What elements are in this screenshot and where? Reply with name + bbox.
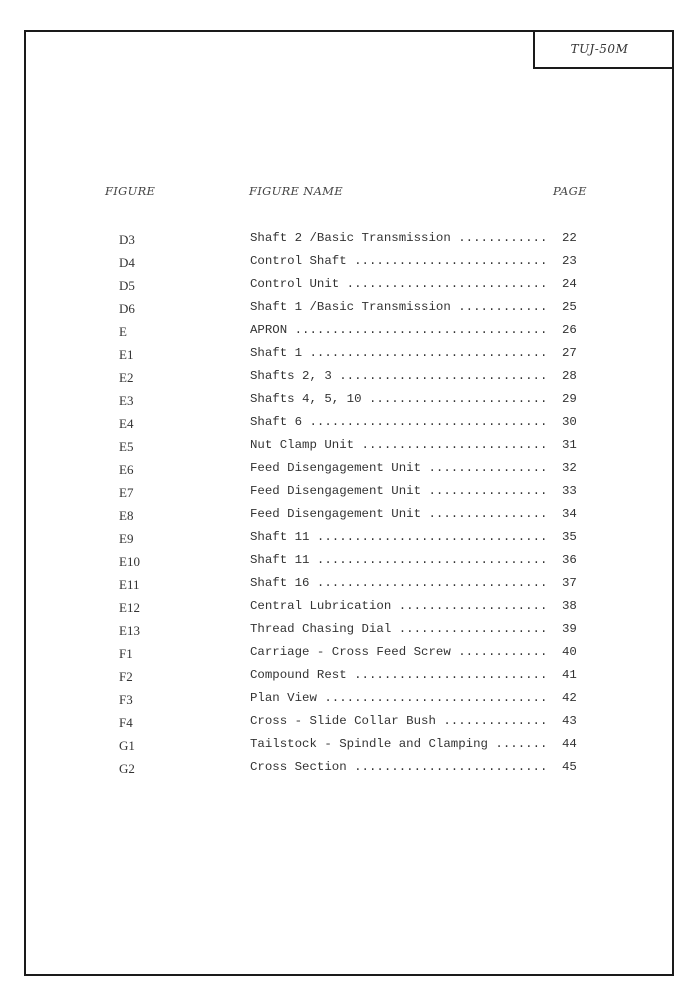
page-number: 36	[562, 553, 577, 567]
figure-name-with-leader	[250, 369, 557, 383]
list-item	[0, 712, 699, 735]
column-header-page: PAGE	[553, 184, 587, 198]
figure-code: E	[119, 324, 127, 339]
figure-name: Shaft 11	[250, 553, 310, 567]
page-number: 29	[562, 392, 577, 406]
page-number: 31	[562, 438, 577, 452]
figure-code: F1	[119, 646, 133, 661]
figure-code: D3	[119, 232, 135, 247]
figure-name-with-leader	[250, 346, 557, 360]
dot-leader: ...............................	[309, 530, 548, 544]
page-number: 25	[562, 300, 577, 314]
figure-name: Shafts 4, 5, 10	[250, 392, 362, 406]
dot-leader: ..................................	[287, 323, 548, 337]
page-number: 27	[562, 346, 577, 360]
figure-code: E10	[119, 554, 140, 569]
page-number: 32	[562, 461, 577, 475]
figure-name: Feed Disengagement Unit	[250, 461, 422, 475]
figure-code: E4	[119, 416, 134, 431]
figure-code: E5	[119, 439, 134, 454]
figure-name: Central Lubrication	[250, 599, 392, 613]
page-number: 30	[562, 415, 577, 429]
list-item	[0, 735, 699, 758]
figure-name-with-leader	[250, 231, 557, 245]
figure-name: Plan View	[250, 691, 317, 705]
page-number: 38	[562, 599, 577, 613]
document-code: TUJ-50M	[570, 41, 629, 56]
list-item	[0, 528, 699, 551]
list-item	[0, 459, 699, 482]
figure-code: D6	[119, 301, 135, 316]
list-item	[0, 275, 699, 298]
page-number: 28	[562, 369, 577, 383]
list-item	[0, 666, 699, 689]
dot-leader: ................	[421, 461, 548, 475]
figure-name-with-leader	[250, 691, 557, 705]
figure-code: E8	[119, 508, 134, 523]
page-number: 42	[562, 691, 577, 705]
list-item	[0, 597, 699, 620]
dot-leader: ..............................	[316, 691, 548, 705]
dot-leader: ...........................	[339, 277, 548, 291]
figure-name: Tailstock - Spindle and Clamping	[250, 737, 488, 751]
figure-name: Feed Disengagement Unit	[250, 484, 422, 498]
dot-leader: ................................	[302, 415, 548, 429]
figure-code: E7	[119, 485, 134, 500]
figure-name-with-leader	[250, 323, 557, 337]
column-header-figure-name: FIGURE NAME	[249, 184, 343, 198]
list-item	[0, 436, 699, 459]
dot-leader: ............	[450, 231, 548, 245]
figure-code: F4	[119, 715, 133, 730]
dot-leader: ...............................	[309, 576, 548, 590]
figure-name: Compound Rest	[250, 668, 347, 682]
page-number: 45	[562, 760, 577, 774]
list-item	[0, 505, 699, 528]
dot-leader: ............	[450, 645, 548, 659]
figure-code: F2	[119, 669, 133, 684]
figure-name-with-leader	[250, 392, 557, 406]
figure-name-with-leader	[250, 484, 557, 498]
list-item	[0, 229, 699, 252]
figure-name: Feed Disengagement Unit	[250, 507, 422, 521]
page-number: 24	[562, 277, 577, 291]
figure-name: Shaft 6	[250, 415, 303, 429]
page-number: 43	[562, 714, 577, 728]
figure-name-with-leader	[250, 576, 557, 590]
figure-name-with-leader	[250, 415, 557, 429]
dot-leader: ................	[421, 484, 548, 498]
dot-leader: ..........................	[346, 668, 548, 682]
figure-list	[0, 229, 699, 781]
list-item	[0, 551, 699, 574]
dot-leader: ...............................	[309, 553, 548, 567]
figure-name-with-leader	[250, 553, 557, 567]
figure-name: Cross - Slide Collar Bush	[250, 714, 436, 728]
figure-name: Shaft 16	[250, 576, 310, 590]
dot-leader: ................................	[302, 346, 548, 360]
figure-name: Shafts 2, 3	[250, 369, 332, 383]
figure-code: E13	[119, 623, 140, 638]
dot-leader: ........................	[361, 392, 548, 406]
dot-leader: ................	[421, 507, 548, 521]
page-number: 41	[562, 668, 577, 682]
list-item	[0, 367, 699, 390]
figure-name-with-leader	[250, 668, 557, 682]
page-number: 34	[562, 507, 577, 521]
figure-code: E2	[119, 370, 134, 385]
figure-code: E11	[119, 577, 140, 592]
dot-leader: ..............	[435, 714, 548, 728]
figure-name-with-leader	[250, 507, 557, 521]
figure-name-with-leader	[250, 645, 557, 659]
figure-name-with-leader	[250, 438, 557, 452]
figure-name: Shaft 11	[250, 530, 310, 544]
figure-name-with-leader	[250, 599, 557, 613]
figure-name: Control Unit	[250, 277, 340, 291]
page-number: 33	[562, 484, 577, 498]
figure-name: Shaft 1	[250, 346, 303, 360]
page-number: 44	[562, 737, 577, 751]
figure-name-with-leader	[250, 254, 557, 268]
figure-name-with-leader	[250, 737, 557, 751]
figure-code: E3	[119, 393, 134, 408]
document-code-box	[533, 30, 672, 69]
dot-leader: ............................	[331, 369, 548, 383]
figure-name-with-leader	[250, 530, 557, 544]
list-item	[0, 689, 699, 712]
list-item	[0, 620, 699, 643]
list-item	[0, 482, 699, 505]
figure-code: E9	[119, 531, 134, 546]
figure-name-with-leader	[250, 622, 557, 636]
page-number: 26	[562, 323, 577, 337]
list-item	[0, 758, 699, 781]
page-number: 22	[562, 231, 577, 245]
figure-name-with-leader	[250, 277, 557, 291]
figure-name-with-leader	[250, 760, 557, 774]
list-item	[0, 574, 699, 597]
list-item	[0, 390, 699, 413]
page-number: 40	[562, 645, 577, 659]
list-item	[0, 344, 699, 367]
figure-name: Cross Section	[250, 760, 347, 774]
figure-name: Control Shaft	[250, 254, 347, 268]
dot-leader: ....................	[391, 622, 548, 636]
figure-code: G1	[119, 738, 135, 753]
page-number: 23	[562, 254, 577, 268]
dot-leader: .......	[487, 737, 548, 751]
figure-code: E1	[119, 347, 134, 362]
page-number: 39	[562, 622, 577, 636]
figure-code: D4	[119, 255, 135, 270]
figure-code: D5	[119, 278, 135, 293]
figure-name: Nut Clamp Unit	[250, 438, 355, 452]
dot-leader: .........................	[354, 438, 548, 452]
figure-name: APRON	[250, 323, 288, 337]
list-item	[0, 321, 699, 344]
figure-code: F3	[119, 692, 133, 707]
list-item	[0, 298, 699, 321]
list-item	[0, 252, 699, 275]
page-number: 35	[562, 530, 577, 544]
figure-name: Carriage - Cross Feed Screw	[250, 645, 451, 659]
column-header-figure: FIGURE	[105, 184, 156, 198]
figure-code: G2	[119, 761, 135, 776]
figure-name: Shaft 1 /Basic Transmission	[250, 300, 451, 314]
figure-code: E6	[119, 462, 134, 477]
dot-leader: ............	[450, 300, 548, 314]
list-item	[0, 413, 699, 436]
figure-name: Shaft 2 /Basic Transmission	[250, 231, 451, 245]
dot-leader: ....................	[391, 599, 548, 613]
figure-code: E12	[119, 600, 140, 615]
figure-name-with-leader	[250, 461, 557, 475]
list-item	[0, 643, 699, 666]
dot-leader: ..........................	[346, 760, 548, 774]
figure-name: Thread Chasing Dial	[250, 622, 392, 636]
figure-name-with-leader	[250, 714, 557, 728]
dot-leader: ..........................	[346, 254, 548, 268]
page-number: 37	[562, 576, 577, 590]
figure-name-with-leader	[250, 300, 557, 314]
